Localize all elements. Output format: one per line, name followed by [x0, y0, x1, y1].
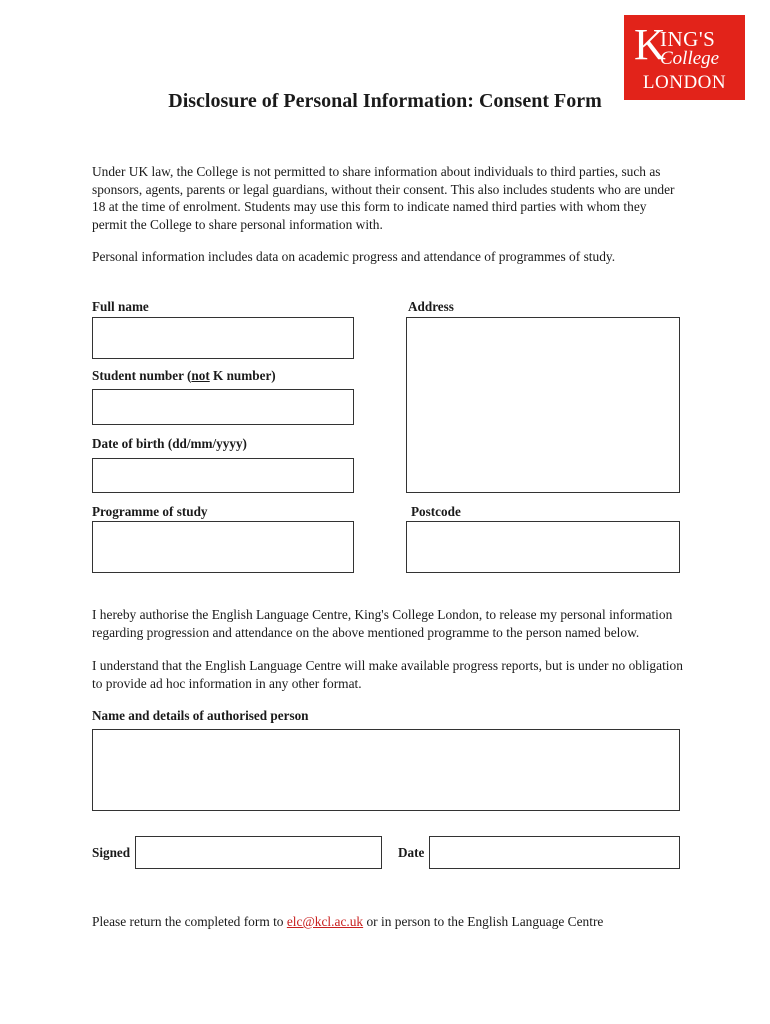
full-name-field[interactable] — [92, 317, 354, 359]
student-number-label-not: not — [191, 368, 210, 383]
student-number-label-suffix: K number) — [209, 368, 276, 383]
authorise-paragraph: I hereby authorise the English Language Centre, King's College London, to release my personal information regarding progression and attendance on the above mentioned programme to the person named below. — [92, 607, 673, 640]
return-instructions-prefix: Please return the completed form to — [92, 914, 287, 929]
authorised-person-field[interactable] — [92, 729, 680, 811]
student-number-label-prefix: Student number ( — [92, 368, 192, 383]
info-paragraph: Personal information includes data on academic progress and attendance of programmes of study. — [92, 249, 616, 264]
postcode-field[interactable] — [406, 521, 680, 573]
address-label: Address — [408, 299, 454, 314]
postcode-label: Postcode — [411, 504, 461, 519]
date-of-birth-label: Date of birth (dd/mm/yyyy) — [92, 436, 247, 451]
programme-label: Programme of study — [92, 504, 208, 519]
student-number-label — [92, 368, 276, 384]
logo-college: College — [660, 48, 720, 69]
logo-london: LONDON — [642, 72, 727, 93]
full-name-label: Full name — [92, 299, 149, 314]
authorised-person-label: Name and details of authorised person — [92, 708, 309, 723]
signature-field[interactable] — [135, 836, 382, 869]
intro-paragraph: Under UK law, the College is not permitted to share information about individuals to third parties, such as sponsors, agents, parents or legal guardians, without their consent. This also includes students who are under 18 at the time of enrolment. Students may use this form to indicate named third parties with whom they permit the College to share personal information with. — [92, 164, 675, 232]
kings-college-london-logo — [624, 15, 745, 100]
email-link[interactable]: elc@kcl.ac.uk — [286, 914, 364, 929]
address-field[interactable] — [406, 317, 680, 493]
understand-paragraph: I understand that the English Language Centre will make available progress reports, but is under no obligation to provide ad hoc information in any other format. — [92, 658, 683, 691]
signed-label: Signed — [92, 845, 131, 860]
return-instructions — [92, 913, 684, 931]
student-number-field[interactable] — [92, 389, 354, 425]
logo-kings: ING'S — [660, 27, 716, 51]
logo-k: K — [634, 20, 666, 69]
date-of-birth-field[interactable] — [92, 458, 354, 493]
page-title: Disclosure of Personal Information: Consent Form — [168, 90, 602, 112]
date-field[interactable] — [429, 836, 680, 869]
programme-field[interactable] — [92, 521, 354, 573]
return-instructions-suffix: or in person to the English Language Centre — [363, 914, 604, 929]
date-label: Date — [398, 845, 425, 860]
